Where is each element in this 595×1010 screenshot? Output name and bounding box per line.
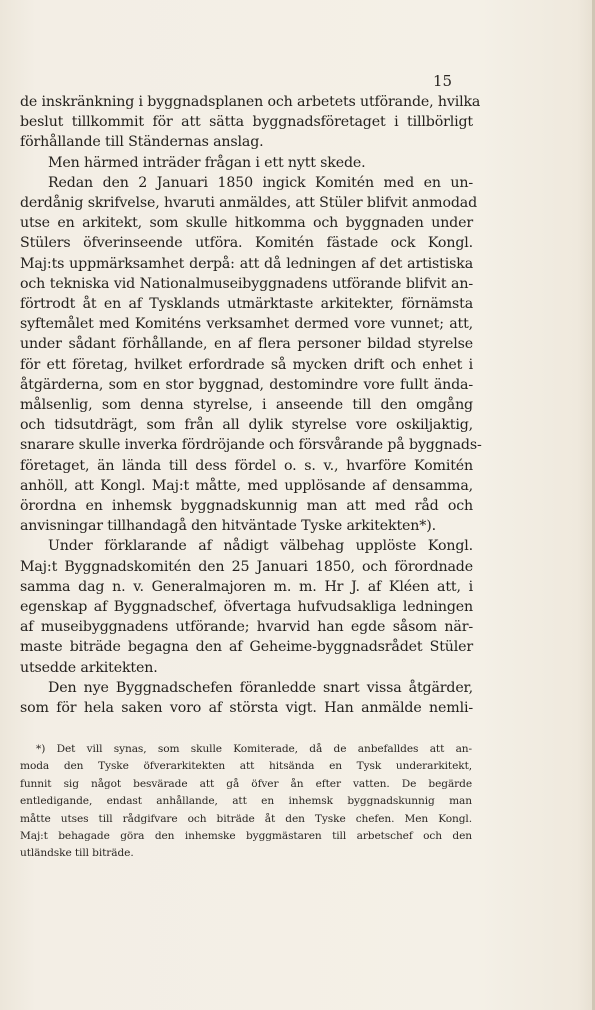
- footnote-line: funnit sig något besvärade att gå öfver ån efter vatten. De begärde: [20, 777, 472, 790]
- text-line: maste biträde begagna den af Geheime-byggnadsrådet Stüler: [20, 639, 473, 656]
- text-line: syftemålet med Komiténs verksamhet dermed vore vunnet; att,: [20, 316, 473, 333]
- footnote-line: måtte utses till rådgifvare och biträde åt den Tyske chefen. Men Kongl.: [20, 812, 472, 825]
- text-line: anhöll, att Kongl. Maj:t måtte, med upplösande af densamma,: [20, 477, 473, 494]
- text-line: som för hela saken voro af största vigt. Han anmälde nemli-: [20, 700, 473, 717]
- text-line: Maj:t Byggnadskomitén den 25 Januari 1850, och förordnade: [20, 558, 473, 575]
- text-line: utsedde arkitekten.: [20, 659, 158, 676]
- text-line: Redan den 2 Januari 1850 ingick Komitén med en un-: [48, 174, 473, 191]
- text-line: af museibyggnadens utförande; hvarvid han egde såsom när-: [20, 619, 473, 636]
- text-line: åtgärderna, som en stor byggnad, destomindre vore fullt ända-: [20, 376, 473, 393]
- footnote-line: moda den Tyske öfverarkitekten att hitsända en Tysk underarkitekt,: [20, 760, 472, 773]
- text-line: derdånig skrifvelse, hvaruti anmäldes, att Stüler blifvit anmodad: [20, 195, 478, 212]
- footnote-line: entledigande, endast anhållande, att en inhemsk byggnadskunnig man: [20, 795, 472, 808]
- footnote-line: Maj:t behagade göra den inhemske byggmästaren till arbetschef och den: [20, 830, 472, 843]
- text-line: Den nye Byggnadschefen föranledde snart vissa åtgärder,: [48, 679, 473, 696]
- footnote-line: *) Det vill synas, som skulle Komiterade, då de anbefalldes att an-: [36, 743, 472, 755]
- text-line: förhållande till Ständernas anslag.: [20, 134, 264, 151]
- text-line: örordna en inhemsk byggnadskunnig man att med råd och: [20, 498, 473, 515]
- text-line: Maj:ts uppmärksamhet derpå: att då ledningen af det artistiska: [20, 255, 473, 272]
- text-line: Under förklarande af nådigt välbehag upplöste Kongl.: [48, 538, 473, 555]
- text-line: samma dag n. v. Generalmajoren m. m. Hr J. af Kléen att, i: [20, 578, 473, 595]
- text-line: och tekniska vid Nationalmuseibyggnadens utförande blifvit an-: [20, 275, 473, 292]
- text-line: och tidsutdrägt, som från all dylik styrelse vore oskiljaktig,: [20, 417, 473, 434]
- text-line: Stülers öfverinseende utföra. Komitén fästade ock Kongl.: [20, 235, 473, 252]
- text-line: för ett företag, hvilket erfordrade så mycken drift och enhet i: [20, 356, 473, 373]
- footnotes: [20, 741, 472, 863]
- text-line: beslut tillkommit för att sätta byggnadsföretaget i tillbörligt: [20, 114, 473, 131]
- text-line: förtrodt åt en af Tysklands utmärktaste arkitekter, förnämsta: [20, 296, 473, 313]
- text-line: under sådant förhållande, en af flera personer bildad styrelse: [20, 336, 473, 353]
- footnote-line: utländske till biträde.: [20, 847, 134, 860]
- text-line: utse en arkitekt, som skulle hitkomma och byggnaden under: [20, 215, 473, 232]
- body-text: [20, 92, 482, 718]
- text-line: egenskap af Byggnadschef, öfvertaga hufvudsakliga ledningen: [20, 599, 473, 616]
- text-line: företaget, än lända till dess fördel o. s. v., hvarföre Komitén: [20, 457, 473, 474]
- text-line: snarare skulle inverka fördröjande och försvårande på byggnads-: [20, 437, 482, 454]
- page-number: 15: [433, 72, 453, 90]
- text-line: Men härmed inträder frågan i ett nytt skede.: [48, 154, 366, 171]
- text-line: målsenlig, som denna styrelse, i anseende till den omgång: [20, 397, 473, 414]
- text-line: de inskränkning i byggnadsplanen och arbetets utförande, hvilka: [20, 94, 481, 110]
- text-line: anvisningar tillhandagå den hitväntade Tyske arkitekten*).: [20, 518, 436, 535]
